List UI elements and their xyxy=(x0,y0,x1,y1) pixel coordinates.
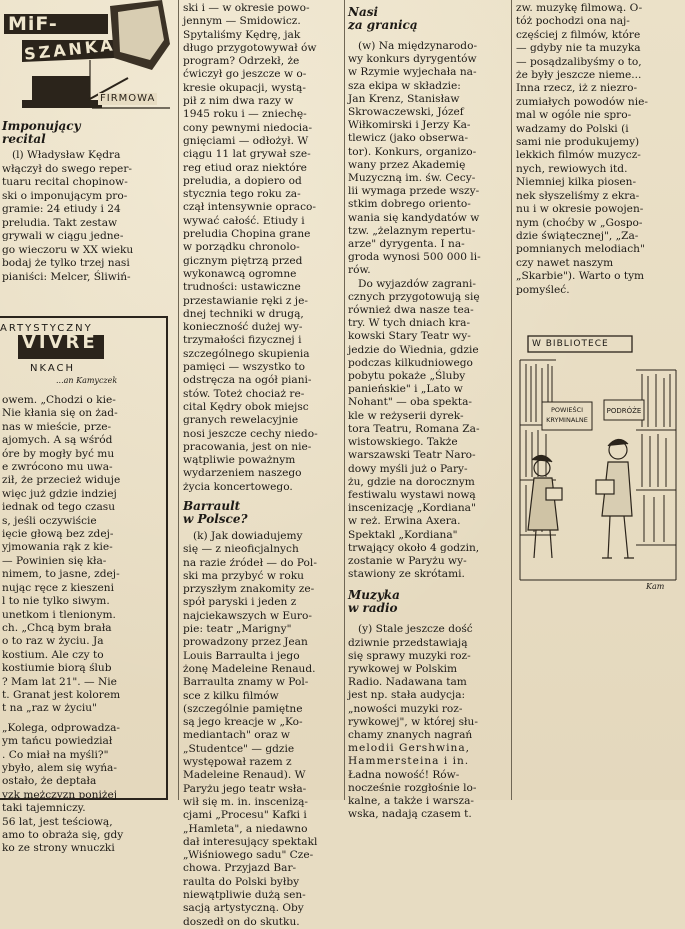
article-line: przestawianie ręki z je- xyxy=(183,294,308,307)
article-line: na razie źródeł — do Pol- xyxy=(183,556,317,569)
library-cartoon xyxy=(516,330,681,600)
article-line: gnięciami — odłożył. W xyxy=(183,134,309,147)
article-line: stów. Toteż chociaż re- xyxy=(183,387,305,400)
logo-word-1: MiF- xyxy=(8,13,58,35)
article-line: żonę Madeleine Renaud. xyxy=(183,662,316,675)
box-line: o to raz w życiu. Ja xyxy=(2,635,104,648)
article-line: (w) Na międzynarodo- xyxy=(358,40,478,52)
article-line: Niemniej kilka piosen- xyxy=(516,176,637,189)
box-line: t na „raz w życiu" xyxy=(2,702,97,715)
article-line: czy nawet naszym xyxy=(516,256,614,269)
article-line: 1945 roku i — zniechę- xyxy=(183,108,307,121)
article-line: pamięci — wszystko to xyxy=(183,361,306,374)
article-line: się sprawy muzyki roz- xyxy=(348,649,471,662)
article-line: Wiłkomirski i Jerzy Ka- xyxy=(348,119,471,132)
article-line: nu i w okresie powojen- xyxy=(516,203,644,216)
article-line: reg etiud oraz niektóre xyxy=(183,161,307,174)
article-line: gramie: 24 etiudy i 24 xyxy=(2,203,121,215)
box-line: ybyło, alem się wyńa- xyxy=(2,761,117,774)
article-line: ski ma przybyć w roku xyxy=(183,569,304,582)
article-line: wykonawcą ogromne xyxy=(183,267,297,280)
article-line: kowski Stary Teatr wy- xyxy=(348,330,471,343)
article-line: grywali w ciągu jedne- xyxy=(2,230,124,242)
article-line: wadzamy do Polski (i xyxy=(516,122,629,135)
article-line: nym (choćby w „Gospo- xyxy=(516,216,643,229)
box-line: kostium. Ale czy to xyxy=(2,648,104,661)
cartoon-box-travel: PODRÓŻE xyxy=(606,407,642,415)
box-line: óre by mogły być mu xyxy=(2,447,115,460)
article-line: „Hamleta", a niedawno xyxy=(183,822,308,835)
article-line: Madeleine Renaud). W xyxy=(183,769,306,782)
article-line: tora Teatru, Romana Za- xyxy=(348,422,480,435)
article-line: sacją artystyczną. Oby xyxy=(183,902,304,915)
box-line: iednak od tego czasu xyxy=(2,501,116,514)
article-line: Paryżu jego teatr wsła- xyxy=(183,782,307,795)
article-line: Inna rzecz, iż z niezro- xyxy=(516,82,638,95)
article-line: raulta do Polski byłby xyxy=(183,875,300,888)
article-line: Spytaliśmy Kędrę, jak xyxy=(183,28,301,41)
article-line: wistowskiego. Także xyxy=(348,436,458,449)
article-line: preludia Chopina grane xyxy=(183,228,311,241)
article-line: konieczność dużej wy- xyxy=(183,321,303,334)
article-line: doszedł on do skutku. xyxy=(183,915,300,928)
article-line: najciekawszych w Euro- xyxy=(183,609,312,622)
article-line: dziwnie przedstawiają xyxy=(348,636,468,649)
article-line: Do wyjazdów zagrani- xyxy=(358,277,476,290)
article-line: tóż pochodzi ona naj- xyxy=(516,15,630,28)
banner-author: ...an Kamyczek xyxy=(56,376,118,385)
article-line: w porządku chronolo- xyxy=(183,241,300,254)
box-banner xyxy=(0,318,156,390)
article-line: trudności: ustawiczne xyxy=(183,281,301,294)
article-line: „Studentce" — gdzie xyxy=(183,742,295,755)
article-line: kalne, a także i warsza- xyxy=(348,794,474,807)
article-line: ćwiczył go jeszcze w o- xyxy=(183,68,307,81)
article-line: inscenizację „Kordiana" xyxy=(348,502,476,515)
article-line: wił się m. in. inscenizą- xyxy=(183,795,308,808)
article-title-muzyka: Muzyka w radio xyxy=(348,588,400,616)
article-line: Spektakl „Kordiana" xyxy=(348,528,458,541)
article-line: szczególnego skupienia xyxy=(183,347,310,360)
box-line: 56 lat, jest teściową, xyxy=(2,815,113,828)
mifszanka-logo xyxy=(2,0,174,130)
article-line: wywać całość. Etiudy i xyxy=(183,214,305,227)
boxed-column-vivre xyxy=(0,316,168,855)
box-line: ajomych. A są wśród xyxy=(2,434,113,447)
article-line: go wieczoru w XX wieku xyxy=(2,243,134,256)
box-line: ięcie głową bez zdej- xyxy=(2,528,114,541)
article-line: ski o imponującym pro- xyxy=(2,189,128,202)
article-line: pobytu pokaże „Śluby xyxy=(348,370,466,383)
box-line: yjmowania rąk z kie- xyxy=(2,541,113,554)
article-line: try. W tych dniach kra- xyxy=(348,317,471,330)
article-line: częściej z filmów, które xyxy=(516,28,641,41)
article-line: — gdyby nie ta muzyka xyxy=(516,42,641,55)
box-line: ch. „Chcą bym brała xyxy=(2,621,112,634)
article-line: cital Kędry obok miejsc xyxy=(183,400,309,413)
logo-word-3: FIRMOWA xyxy=(100,93,156,104)
article-line: ski i — w okresie powo- xyxy=(183,2,310,14)
article-line: trwający około 4 godzin, xyxy=(348,541,480,554)
article-line: wska, nadają czasem t. xyxy=(348,808,472,821)
article-line: granych rewelacyjnie xyxy=(183,414,299,427)
article-line: podczas kilkudniowego xyxy=(348,356,473,369)
article-line: czął intensywnie opraco- xyxy=(183,201,316,214)
logo-word-2: SZANKA xyxy=(23,35,117,64)
column-3 xyxy=(348,6,508,821)
article-title-barrault: Barrault w Polsce? xyxy=(183,498,248,526)
boxed-column-text xyxy=(0,390,166,856)
article-line: cznych przygotowują się xyxy=(348,290,480,303)
box-line: więc już gdzie indziej xyxy=(2,487,117,500)
article-line: tlewicz (jako obserwa- xyxy=(348,132,469,145)
box-line: ził, że przecież widuje xyxy=(2,474,121,487)
article-line: przyszłym znakomity ze- xyxy=(183,583,315,596)
banner-top-text: ARTYSTYCZNY xyxy=(0,323,93,334)
article-line: rywkowej w Polskim xyxy=(348,662,458,675)
column-rule xyxy=(511,0,512,800)
article-line: niewątpliwie dużą sen- xyxy=(183,889,306,901)
article-line: preludia, a dopiero od xyxy=(183,174,302,187)
box-line: ? Mam lat 21". — Nie xyxy=(2,675,117,688)
article-line: zostanie w Paryżu wy- xyxy=(348,554,467,567)
article-line: odstręcza na ogół piani- xyxy=(183,374,312,387)
article-line: tzw. „żelaznym repertu- xyxy=(348,224,476,237)
article-line: melodii Gershwina, xyxy=(348,742,471,755)
article-line: wy konkurs dyrygentów xyxy=(348,53,477,66)
article-line: Muzyczną im. św. Cecy- xyxy=(348,172,476,185)
article-line: również dwa nasze tea- xyxy=(348,304,474,317)
article-line: rywkowej", w której słu- xyxy=(348,715,478,728)
article-line: w reż. Erwina Axera. xyxy=(348,515,461,528)
article-line: się — z nieoficjalnych xyxy=(183,543,299,556)
article-line: dzie świątecznej", „Za- xyxy=(516,229,639,242)
column-4 xyxy=(516,2,681,297)
article-line: w Rzymie wyjechała na- xyxy=(348,66,477,79)
article-line: długo przygotowywał ów xyxy=(183,41,317,54)
crime-box-line-2: KRYMINALNE xyxy=(546,416,588,424)
article-line: dnej techniki w drugą, xyxy=(183,307,304,320)
article-line: preludia. Takt zestaw xyxy=(2,216,118,229)
article-line: wątpliwie poważnym xyxy=(183,454,296,467)
box-line: l to nie tylko siwym. xyxy=(2,595,110,608)
article-title-recital: Imponujący recital xyxy=(2,119,81,146)
box-line: ym tańcu powiedział xyxy=(2,735,113,748)
article-line: warszawski Teatr Naro- xyxy=(348,449,476,462)
article-line: mediantach" oraz w xyxy=(183,729,290,742)
article-line: cjami „Procesu" Kafki i xyxy=(183,809,307,822)
article-line: sce z kilku filmów xyxy=(183,689,279,702)
article-line: sza ekipa w składzie: xyxy=(348,79,461,92)
article-line: (y) Stale jeszcze dość xyxy=(358,623,473,636)
article-line: żu, gdzie na dorocznym xyxy=(348,475,475,488)
article-line: sami nie produkujemy) xyxy=(516,136,640,149)
article-line: „nowości muzyki roz- xyxy=(348,702,463,715)
article-line: mal w ogóle nie spro- xyxy=(516,109,632,122)
article-line: wany przez Akademię xyxy=(348,158,466,171)
article-line: pianiści: Melcer, Śliwiń- xyxy=(2,270,131,283)
article-line: jennym — Smidowicz. xyxy=(183,15,301,28)
box-line: . Co miał na myśli?" xyxy=(2,748,109,761)
article-line: włączył do swego reper- xyxy=(2,162,132,175)
article-line: groda wynosi 500 000 li- xyxy=(348,251,481,264)
article-line: pracowania, jest on nie- xyxy=(183,440,312,453)
box-line: — Powinien się kła- xyxy=(2,554,107,567)
article-line: „Wiśniowego sadu" Cze- xyxy=(183,849,314,862)
article-line: dał interesujący spektakl xyxy=(183,835,318,848)
article-line: Skrowaczewski, Józef xyxy=(348,106,464,119)
article-line: (l) Władysław Kędra xyxy=(12,149,121,161)
article-line: Barraulta znamy w Pol- xyxy=(183,676,309,689)
article-line: występował razem z xyxy=(183,756,292,769)
article-line: nek słyszeliśmy z ekra- xyxy=(516,189,640,202)
article-line: arze" dyrygenta. I na- xyxy=(348,238,465,251)
article-line: kle w reżyserii dyrek- xyxy=(348,409,464,422)
article-line: Radio. Nadawana tam xyxy=(348,676,467,689)
article-line: nych, rewiowych itd. xyxy=(516,162,628,175)
article-line: lekkich filmów muzycz- xyxy=(516,149,641,162)
article-line: nocześnie rozgłośnie lo- xyxy=(348,781,477,794)
article-line: jest np. stała audycja: xyxy=(348,689,466,702)
article-title-nasi: Nasi za granicą xyxy=(348,5,418,32)
box-line: s, jeśli oczywiście xyxy=(2,514,97,527)
article-line: ciągu 11 lat grywał sze- xyxy=(183,148,311,161)
article-line: stawiony ze skrótami. xyxy=(348,568,465,581)
article-line: Nohant" — oba spekta- xyxy=(348,396,472,409)
box-line: amo to obraża się, gdy xyxy=(2,829,124,841)
article-line: są jego kreacje w „Ko- xyxy=(183,716,303,729)
article-line: chowa. Przyjazd Bar- xyxy=(183,862,297,875)
cartoon-box-crime xyxy=(543,405,591,425)
box-line: nimem, to jasne, zdej- xyxy=(2,568,120,581)
article-line: bodaj że tylko trzej nasi xyxy=(2,257,130,269)
cartoon-drawing xyxy=(516,330,681,600)
article-line: Hammersteina i in. xyxy=(348,755,470,768)
cartoon-signature: Kam xyxy=(646,582,665,591)
crime-box-line-1: POWIEŚCI xyxy=(550,406,584,414)
banner-main-text: VIVRE xyxy=(22,332,98,353)
box-line: ostało, że deptała xyxy=(2,775,97,788)
box-line: ko ze strony wnuczki xyxy=(2,842,115,855)
article-line: rów. xyxy=(348,264,371,277)
box-line: unetkom i tlenionym. xyxy=(2,608,116,621)
article-line: pomyśleć. xyxy=(516,283,570,296)
article-line: Ładna nowość! Rów- xyxy=(348,768,460,781)
article-line: stkim dobrego oriento- xyxy=(348,198,471,211)
article-line: kresie okupacji, wystą- xyxy=(183,81,306,94)
box-line: taki tajemniczy. xyxy=(2,802,86,815)
article-line: gicznym piętrzą przed xyxy=(183,254,303,267)
article-line: życia koncertowego. xyxy=(183,480,293,493)
box-line: owem. „Chodzi o kie- xyxy=(2,394,116,406)
column-2 xyxy=(183,2,341,929)
article-line: tuaru recital chopinow- xyxy=(2,176,128,188)
box-line: kostiumie biorą ślub xyxy=(2,662,112,675)
article-line: jedzie do Wiednia, gdzie xyxy=(348,343,479,356)
box-line: t. Granat jest kolorem xyxy=(2,688,121,701)
box-line: Nie kłania się on żad- xyxy=(2,407,118,420)
article-line: zumiałych powodów nie- xyxy=(516,95,648,108)
article-line: wania się kandydatów w xyxy=(348,211,480,224)
article-line: dowy myśli już o Pary- xyxy=(348,462,468,475)
column-rule xyxy=(344,0,345,800)
article-line: pie: teatr „Marigny" xyxy=(183,623,292,636)
article-line: wydarzeniem naszego xyxy=(183,467,302,480)
box-line: nas w mieście, prze- xyxy=(2,420,112,433)
cartoon-sign-text: W BIBLIOTECE xyxy=(532,339,609,349)
article-line: trzymałości fizycznej i xyxy=(183,334,302,347)
article-line: program? Odrzekł, że xyxy=(183,55,300,68)
article-line: pomnianych melodiach" xyxy=(516,243,645,256)
article-line: (szczególnie pamiętne xyxy=(183,702,303,715)
article-line: panieńskie" i „Lato w xyxy=(348,383,463,396)
column-1 xyxy=(0,0,174,855)
article-line: lii wymaga przede wszy- xyxy=(348,185,480,198)
article-line: „Skarbie"). Warto o tym xyxy=(516,270,645,283)
column-rule xyxy=(178,0,179,800)
article-line: (k) Jak dowiadujemy xyxy=(193,529,303,542)
banner-sub-text: NKACH xyxy=(30,363,76,374)
article-line: tor). Konkurs, organizo- xyxy=(348,145,477,158)
box-line: „Kolega, odprowadza- xyxy=(2,721,121,734)
article-line: festiwalu wystawi nową xyxy=(348,488,476,501)
box-line: nując ręce z kieszeni xyxy=(2,581,114,594)
article-line: cony pewnymi niedocia- xyxy=(183,121,313,134)
box-line: e zwrócono mu uwa- xyxy=(2,461,113,474)
article-line: chamy znanych nagrań xyxy=(348,728,473,741)
article-line: spół paryski i jeden z xyxy=(183,596,297,609)
article-line: Louis Barraulta i jego xyxy=(183,649,300,662)
article-line: — posądzalibyśmy o to, xyxy=(516,55,642,68)
article-line: zw. muzykę filmową. O- xyxy=(516,2,643,14)
article-line: stycznia tego roku za- xyxy=(183,188,301,201)
box-line: yzk mężczyzn poniżej xyxy=(2,788,118,801)
article-line: Jan Krenz, Stanisław xyxy=(348,92,460,105)
article-line: nosi jeszcze cechy niedo- xyxy=(183,427,318,440)
article-line: że były jeszcze nieme... xyxy=(516,69,642,82)
article-line: prowadzony przez Jean xyxy=(183,636,308,649)
article-line: pił z nim dwa razy w xyxy=(183,95,294,108)
